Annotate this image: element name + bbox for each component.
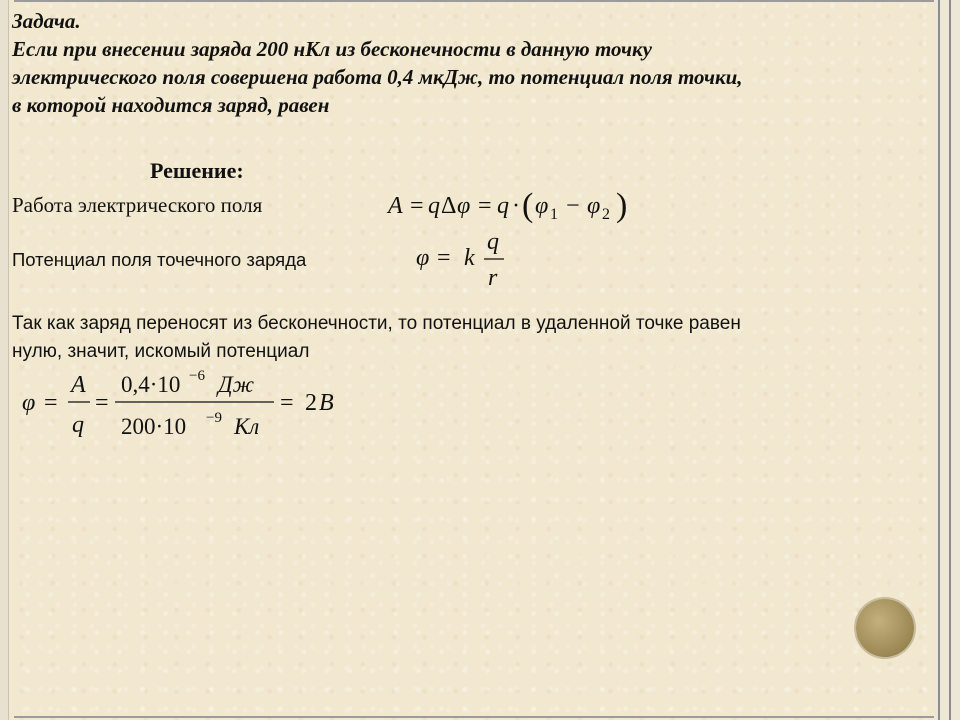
formula-symbol: = (44, 390, 58, 416)
explanation-line: нулю, значит, искомый потенциал (12, 341, 310, 362)
formula-symbol: −6 (189, 368, 205, 384)
formula-symbol: φ (587, 193, 601, 219)
formula-symbol: ( (522, 187, 534, 224)
formula-symbol: · (512, 193, 520, 219)
formula-symbol: 2 (602, 206, 610, 223)
task-line: Если при внесении заряда 200 нКл из бесконечности в данную точку (12, 37, 652, 61)
formula-symbol: φ (416, 245, 430, 271)
formula-symbol: = (280, 390, 294, 416)
formula-symbol: A (388, 193, 403, 219)
formula-symbol: 200·10 (121, 414, 187, 439)
top-rule (14, 0, 934, 2)
potential-formula (412, 222, 522, 294)
explanation-line: Так как заряд переносят из бесконечности, то потенциал в удаленной точке равен (12, 313, 741, 334)
left-frame-border (0, 0, 9, 720)
potential-label: Потенциал поля точечного заряда (12, 249, 307, 270)
formula-symbol: Кл (234, 414, 260, 439)
formula-symbol: φ (457, 193, 471, 219)
formula-symbol: − (566, 193, 580, 219)
formula-symbol: Δ (441, 193, 457, 219)
task-block (12, 7, 942, 119)
formula-symbol: = (410, 193, 424, 219)
result-formula (18, 364, 358, 444)
formula-symbol: 2 (305, 390, 317, 416)
formula-symbol: = (478, 193, 492, 219)
work-formula (384, 182, 664, 226)
formula-symbol: A (71, 372, 86, 398)
task-heading: Задача. (12, 9, 81, 33)
formula-symbol: q (72, 412, 84, 438)
formula-symbol: 0,4·10 (121, 372, 181, 397)
formula-symbol: = (437, 245, 451, 271)
bottom-rule (14, 716, 934, 718)
formula-symbol: В (319, 390, 334, 416)
solution-heading: Решение: (150, 158, 244, 183)
explanation-paragraph (12, 310, 942, 366)
formula-symbol: φ (22, 390, 36, 416)
decorative-circle (856, 599, 914, 657)
formula-symbol: r (488, 265, 498, 291)
formula-symbol: = (95, 390, 109, 416)
formula-symbol: Дж (218, 372, 255, 397)
formula-symbol: q (487, 229, 499, 255)
frame-line (949, 0, 951, 720)
task-line: электрического поля совершена работа 0,4 мкДж, то потенциал поля точки, (12, 65, 743, 89)
formula-symbol: ) (616, 187, 628, 224)
formula-symbol: φ (535, 193, 549, 219)
formula-symbol: q (428, 193, 440, 219)
formula-symbol: q (497, 193, 509, 219)
work-label: Работа электрического поля (12, 193, 263, 217)
formula-symbol: k (464, 245, 475, 271)
task-line: в которой находится заряд, равен (12, 93, 330, 117)
formula-symbol: 1 (550, 206, 558, 223)
formula-symbol: −9 (206, 410, 222, 426)
